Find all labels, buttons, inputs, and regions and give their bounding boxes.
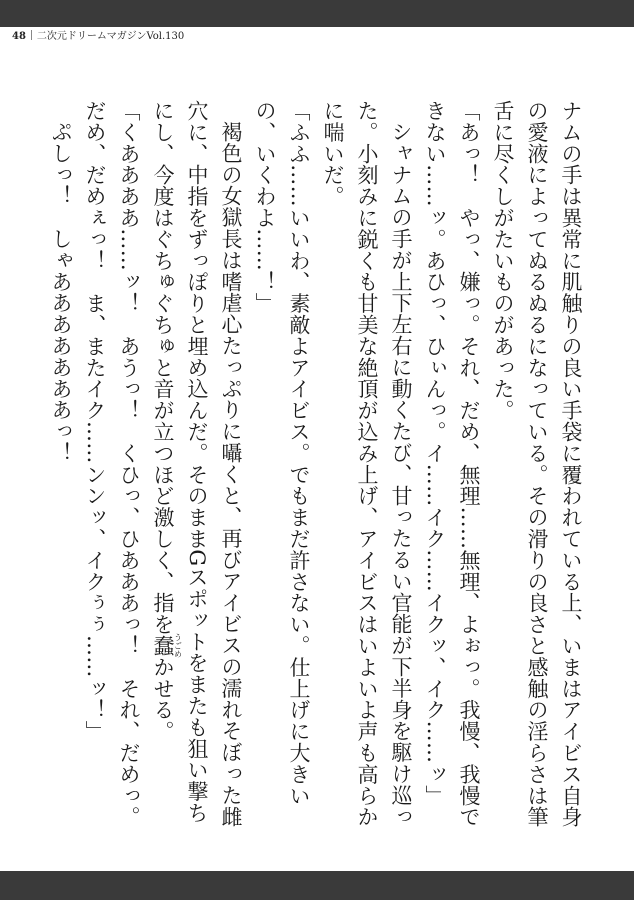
paragraph-text: 褐色の女獄長は嗜虐心たっぷりに囁くと、再びアイビスの濡れそぼった雌穴に、中指をずっぽりと埋め込んだ。そのままGスポットをまたも狙い撃ちにし、今度はぐちゅぐちゅと音が立つほど激しく、指を	[151, 100, 243, 828]
paragraph: シャナムの手が上下左右に動くたび、甘ったるい官能が下半身を駆け巡った。小刻みに鋭くも甘美な絶頂が込み上げ、アイビスはいよいよ声も高らかに喘いだ。	[321, 100, 413, 828]
paragraph: 「あっ！ やっ、嫌っ。それ、だめ、無理……無理、よぉっ。我慢、我慢できない……ッ。あひっ、ひぃんっ。イ……イク……イクッ、イク……ッ」	[423, 100, 481, 828]
paragraph: 「くああああ……ッ！ あうっ！ くひっ、ひあああっ！ それ、だめっ。だめ、だめぇっ！ ま、またイク……ンンッ、イクぅぅ……ッ！」	[83, 100, 141, 828]
bottom-dark-bar	[0, 871, 634, 900]
magazine-title: 二次元ドリームマガジンVol.130	[36, 31, 185, 42]
page-number: 48	[12, 31, 26, 42]
ruby-reading: うごめ	[173, 633, 183, 659]
paragraph: ナムの手は異常に肌触りの良い手袋に覆われている上、いまはアイビス自身の愛液によってぬるぬるになっている。その滑りの良さと感触の淫らさは筆舌に尽くしがたいものがあった。	[491, 100, 583, 828]
vertical-body-text	[44, 100, 588, 840]
paragraph: ぷしっ！ しゃあああああああっ！	[49, 121, 73, 464]
ruby-word	[151, 633, 183, 659]
paragraph: 「ふふ……いいわ、素敵よアイビス。でもまだ許さない。仕上げに大きいの、いくわよ……！」	[253, 100, 311, 807]
body-text-area	[49, 100, 588, 840]
header-divider	[31, 30, 32, 40]
ruby-base: 蠢	[151, 633, 175, 659]
top-dark-bar	[0, 0, 634, 27]
page-header	[12, 30, 184, 44]
paragraph	[146, 100, 248, 840]
paragraph-tail: かせる。	[151, 656, 175, 743]
